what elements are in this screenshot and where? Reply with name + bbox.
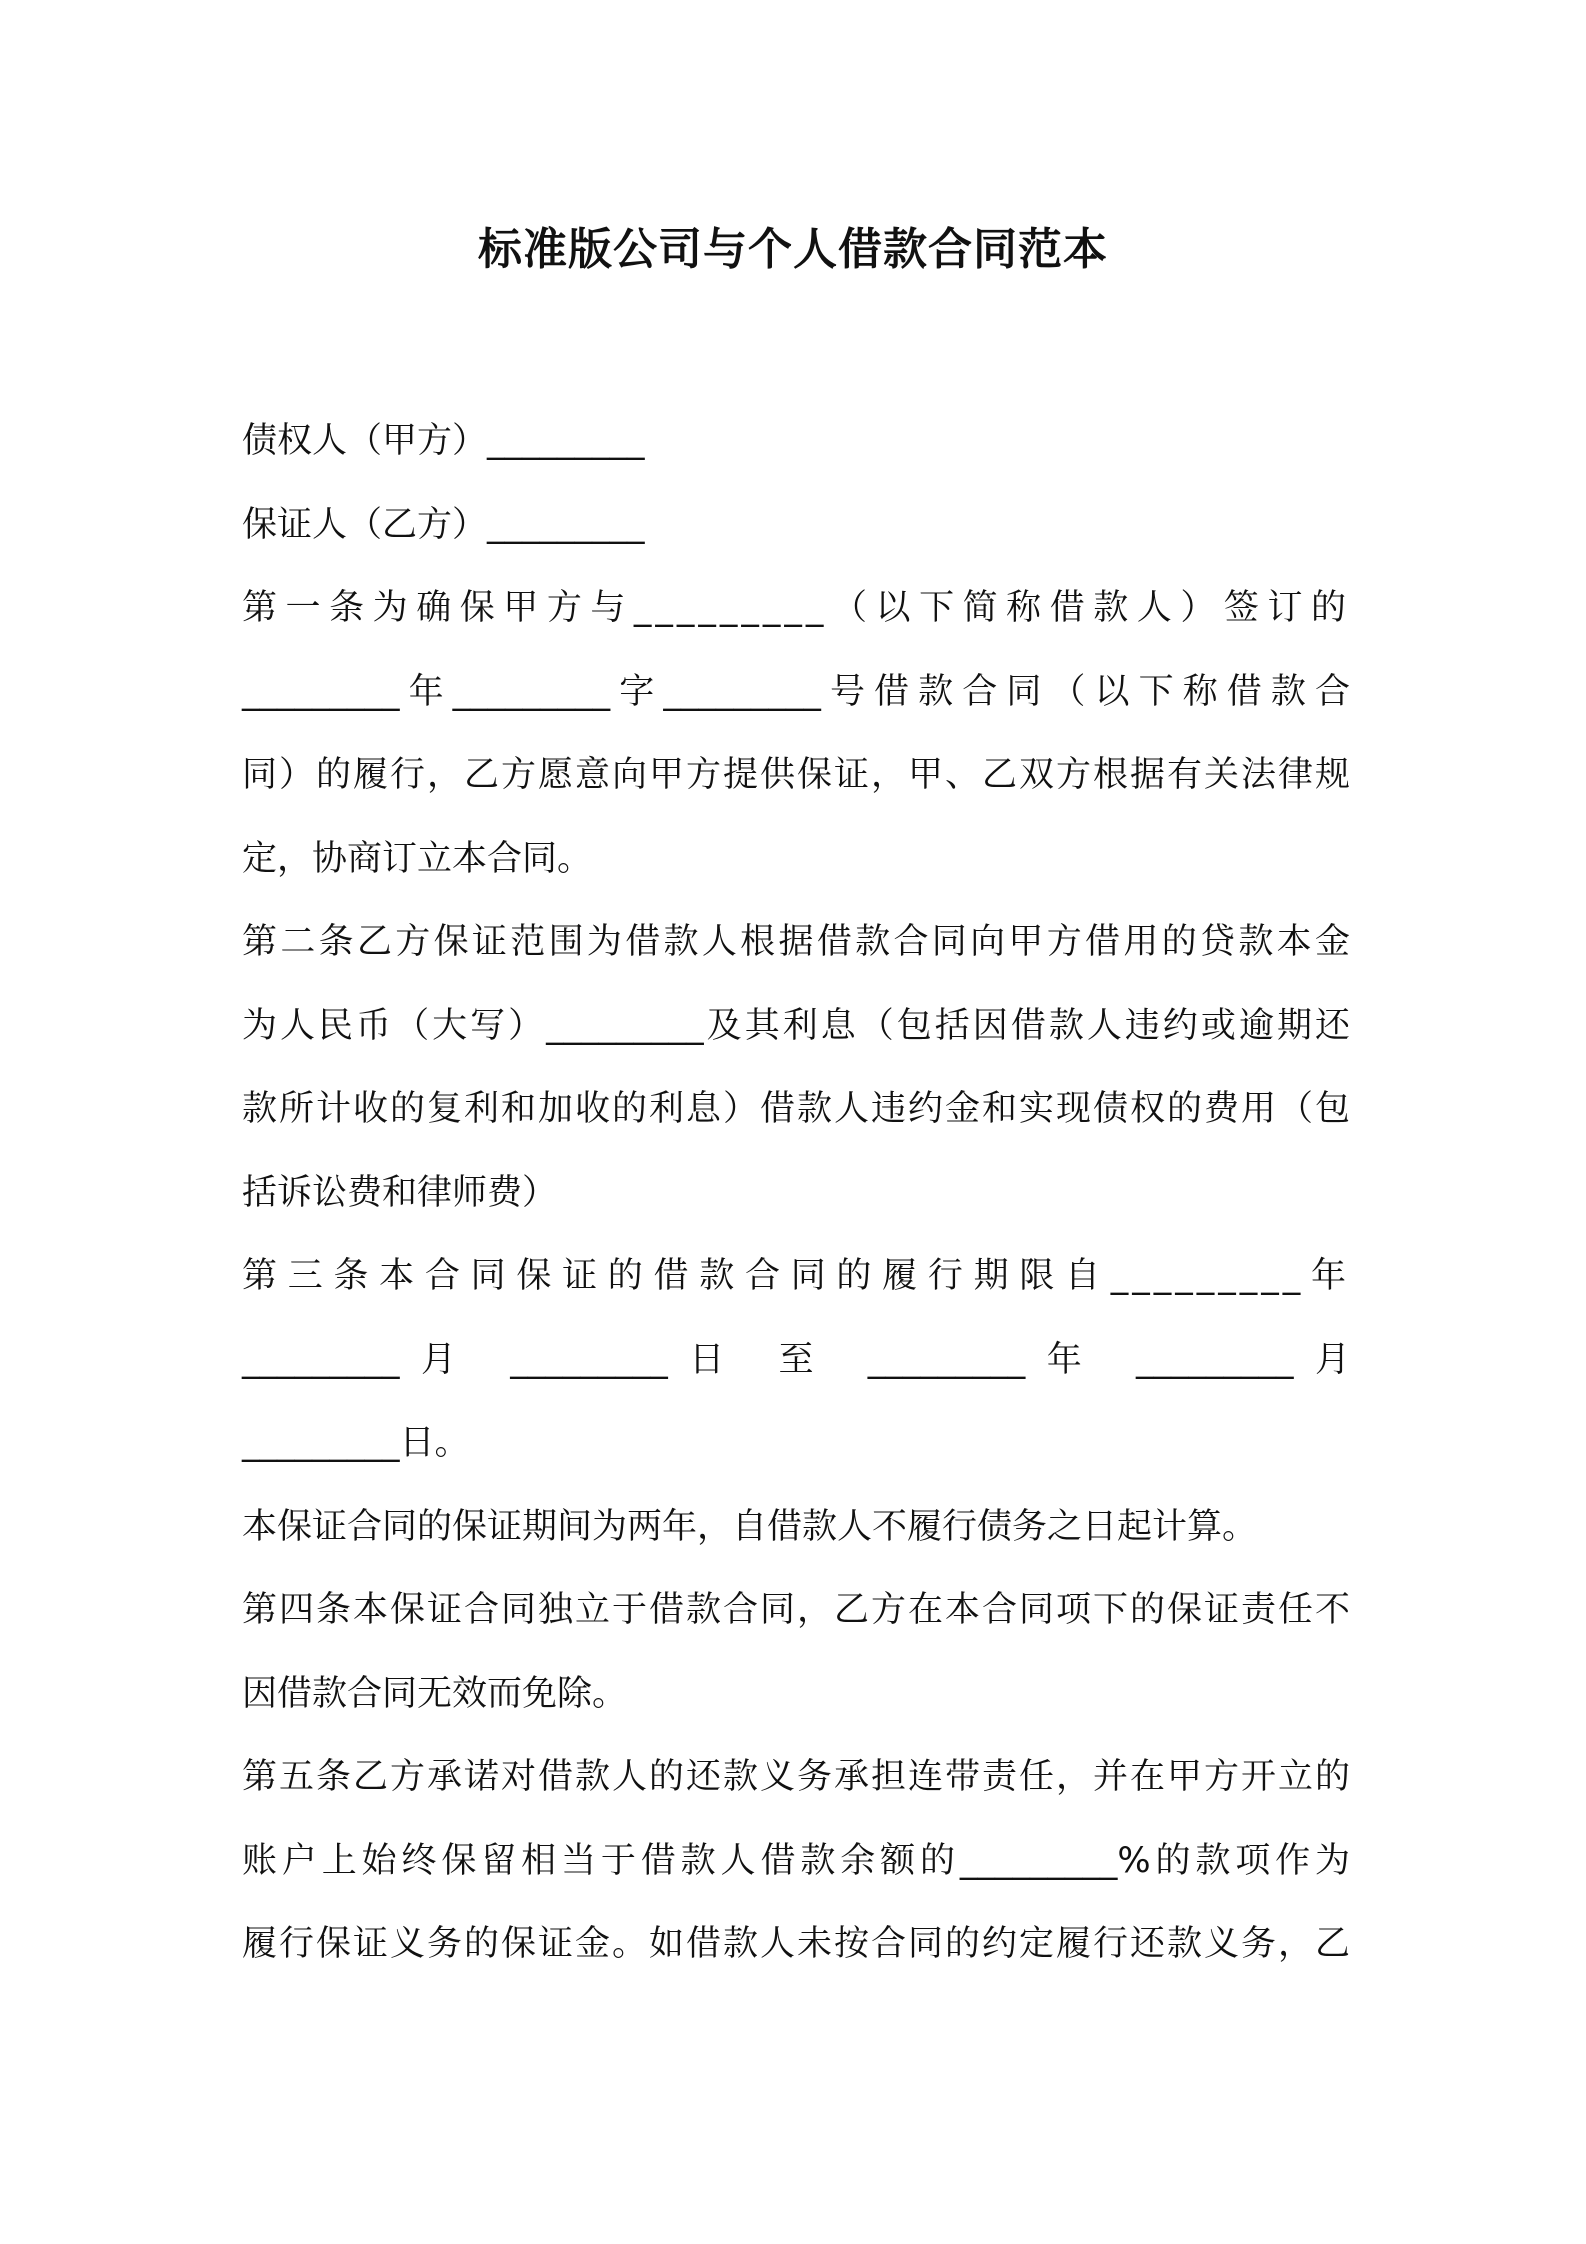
article-3-line-1: 第三条本合同保证的借款合同的履行期限自_________年: [242, 1256, 1350, 1296]
document-body: [242, 400, 1350, 1987]
article-2-line-1: 第二条乙方保证范围为借款人根据借款合同向甲方借用的贷款本金: [242, 922, 1350, 962]
article-5-line-3: 履行保证义务的保证金。如借款人未按合同的约定履行还款义务，乙: [242, 1924, 1350, 1964]
article-2-line-4: 括诉讼费和律师费）: [242, 1172, 558, 1213]
article-5-line-2: 账户上始终保留相当于借款人借款余额的_________%的款项作为: [242, 1840, 1350, 1881]
guarantor-line: 保证人（乙方）_________: [242, 504, 645, 545]
article-2-line-3: 款所计收的复利和加收的利息）借款人违约金和实现债权的费用（包: [242, 1089, 1350, 1129]
article-4-line-1: 第四条本保证合同独立于借款合同，乙方在本合同项下的保证责任不: [242, 1590, 1350, 1630]
document-title: 标准版公司与个人借款合同范本: [478, 224, 1108, 275]
creditor-line: 债权人（甲方）_________: [242, 421, 645, 461]
article-4-line-2: 因借款合同无效而免除。: [242, 1673, 628, 1714]
article-3-line-2: _________月 _________日 至 _________年 _________月: [242, 1339, 1350, 1380]
article-3-line-3: _________日。: [242, 1423, 470, 1463]
article-1-line-2: _________年_________字_________号借款合同（以下称借款合: [242, 671, 1350, 712]
guarantee-period-line: 本保证合同的保证期间为两年，自借款人不履行债务之日起计算。: [242, 1506, 1258, 1547]
article-1-line-3: 同）的履行，乙方愿意向甲方提供保证，甲、乙双方根据有关法律规: [242, 755, 1350, 795]
article-2-line-2: 为人民币（大写）_________及其利息（包括因借款人违约或逾期还: [242, 1005, 1350, 1046]
article-5-line-1: 第五条乙方承诺对借款人的还款义务承担连带责任，并在甲方开立的: [242, 1757, 1350, 1797]
article-1-line-4: 定，协商订立本合同。: [242, 838, 593, 879]
article-1-line-1: 第一条为确保甲方与_________（以下简称借款人）签订的: [242, 588, 1350, 628]
